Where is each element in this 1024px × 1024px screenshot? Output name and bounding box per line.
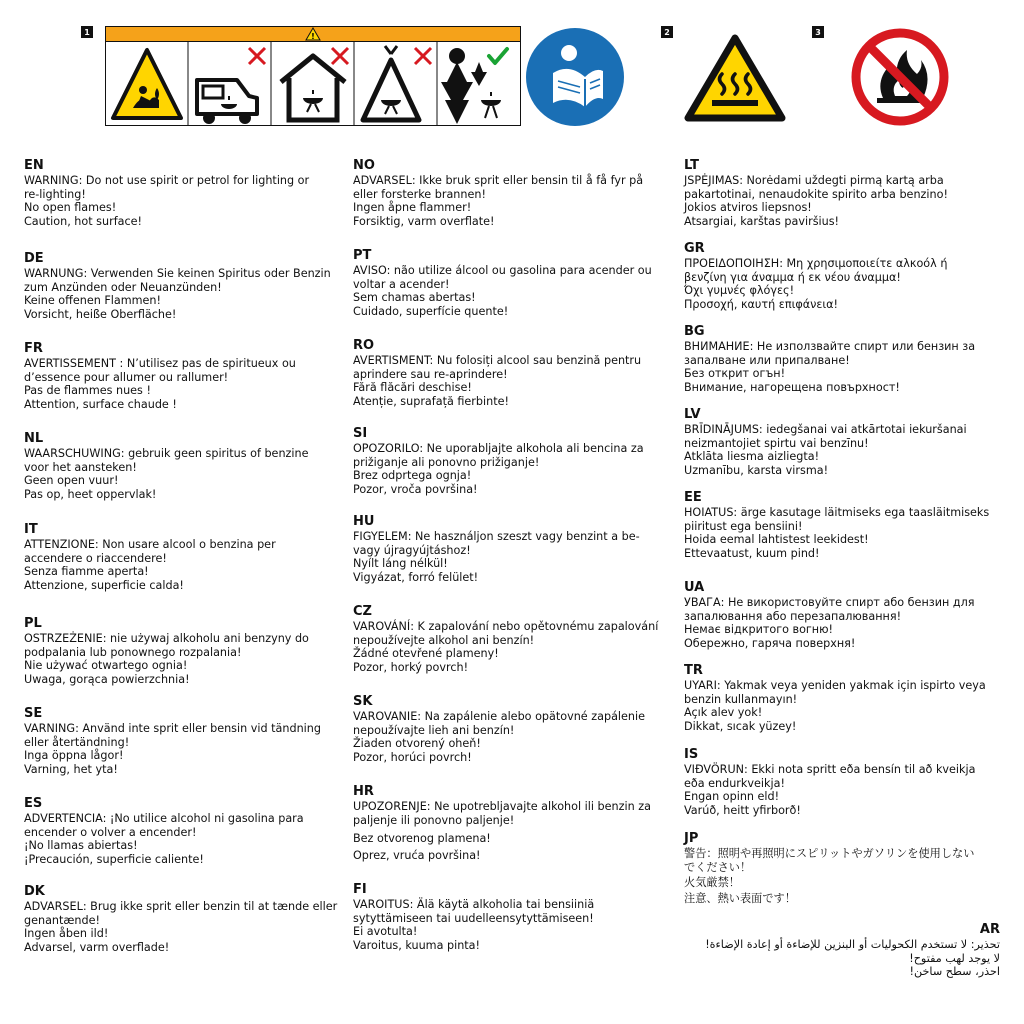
- lang-block-is: [684, 747, 1006, 831]
- warning-line: encender o volver a encender!: [24, 825, 197, 839]
- lang-code: LV: [684, 407, 701, 422]
- lang-block-tr: [684, 663, 1006, 747]
- svg-text:!: !: [311, 32, 315, 41]
- warning-line: re-lighting!: [24, 187, 86, 201]
- flame-line: Hoida eemal lahtistest leekidest!: [684, 533, 869, 547]
- warning-line: ADVERTENCIA: ¡No utilice alcohol ni gasolina para: [24, 812, 304, 825]
- lang-code: FI: [353, 882, 367, 897]
- hot-surface-line: Pozor, horúci povrch!: [353, 750, 472, 764]
- lang-block-fr: [24, 341, 346, 431]
- lang-block-dk: [24, 884, 346, 954]
- warning-line: BRĪDINĀJUMS: iedegšanai vai atkārtotai iekuršanai: [684, 423, 967, 436]
- lang-code: ES: [24, 796, 43, 811]
- hot-surface-line: Varning, het yta!: [24, 762, 118, 776]
- warning-line: JSPĖJIMAS: Norėdami uždegti pirmą kartą arba: [684, 174, 944, 187]
- warning-line: eller återtändning!: [24, 735, 130, 749]
- lang-block-it: [24, 522, 346, 616]
- lang-code: EE: [684, 490, 702, 505]
- languages-column-3: [684, 158, 1006, 905]
- lang-block-hr: [353, 784, 675, 882]
- lang-code: NL: [24, 431, 44, 446]
- flame-line: Без открит огън!: [684, 367, 786, 381]
- lang-code: UA: [684, 580, 705, 595]
- lang-code: CZ: [353, 604, 372, 619]
- warning-line: ВНИМАНИЕ: Не използвайте спирт или бензин за: [684, 340, 976, 353]
- warning-line: ADVARSEL: Brug ikke sprit eller benzin til at tænde eller: [24, 900, 338, 913]
- lang-code: EN: [24, 158, 44, 173]
- warning-line: OSTRZEŻENIE: nie używaj alkoholu ani benzyny do: [24, 632, 309, 645]
- warning-line: ATTENZIONE: Non usare alcool o benzina per: [24, 538, 276, 551]
- warning-line: VAROITUS: Älä käytä alkoholia tai bensiiniä: [353, 898, 595, 911]
- lang-block-en: [24, 158, 346, 251]
- flame-line: 火気厳禁！: [684, 876, 740, 890]
- flame-line: Ei avotulta!: [353, 925, 418, 939]
- flame-line: Nyílt láng nélkül!: [353, 557, 448, 571]
- warning-line: VAROVÁNÍ: K zapalování nebo opětovnému zapalování: [353, 620, 659, 633]
- flame-line: لا يوجد لهب مفتوح!: [909, 951, 1000, 965]
- lang-code: LT: [684, 158, 699, 173]
- hot-surface-line: ¡Precaución, superficie caliente!: [24, 852, 204, 866]
- lang-code: PL: [24, 616, 42, 631]
- warning-line: sytyttämiseen tai uudelleensytyttämiseen!: [353, 911, 594, 925]
- hot-surface-line: Dikkat, sıcak yüzey!: [684, 719, 797, 733]
- warning-line: でください！: [684, 860, 752, 874]
- warning-line: VAROVANIE: Na zapálenie alebo opätovné zapálenie: [353, 710, 646, 723]
- warning-line: ADVARSEL: Ikke bruk sprit eller bensin til å få fyr på: [353, 174, 644, 187]
- flame-line: Nie używać otwartego ognia!: [24, 659, 188, 673]
- warning-line: zum Anzünden oder Neuanzünden!: [24, 280, 222, 294]
- warning-line: eða endurkveikja!: [684, 776, 785, 790]
- hot-surface-line: Attenzione, superficie calda!: [24, 578, 184, 592]
- warning-line: WARNING: Do not use spirit or petrol for lighting or: [24, 174, 310, 187]
- lang-code: DE: [24, 251, 44, 266]
- warning-line: AVERTISMENT: Nu folosiți alcool sau benzină pentru: [353, 354, 642, 367]
- lang-code: SI: [353, 426, 368, 441]
- languages-column-1: [24, 158, 346, 954]
- warning-line: УВАГА: Не використовуйте спирт або бензин для: [684, 596, 975, 609]
- warning-line: VARNING: Använd inte sprit eller bensin vid tändning: [24, 722, 321, 735]
- warning-line: pakartotinai, nenaudokite spirito arba benzino!: [684, 187, 948, 201]
- warning-line: nepoužívajte lieh ani benzín!: [353, 723, 515, 737]
- read-manual-icon: [525, 27, 625, 127]
- flame-line: Geen open vuur!: [24, 474, 119, 488]
- hot-surface-line: Cuidado, superfície quente!: [353, 304, 509, 318]
- hot-surface-line: Forsiktig, varm overflate!: [353, 214, 495, 228]
- section-badge-1: 1: [81, 26, 93, 38]
- flame-line: Açık alev yok!: [684, 706, 763, 720]
- hot-surface-line: Vorsicht, heiße Oberfläche!: [24, 307, 177, 321]
- lang-code: SE: [24, 706, 43, 721]
- lang-block-sk: [353, 694, 675, 784]
- lang-code: BG: [684, 324, 705, 339]
- lang-code: NO: [353, 158, 375, 173]
- lang-block-cz: [353, 604, 675, 694]
- lang-code: HU: [353, 514, 375, 529]
- warning-line: voor het aansteken!: [24, 460, 137, 474]
- flame-line: Ingen åben ild!: [24, 927, 109, 941]
- warning-line: AVERTISSEMENT : N’utilisez pas de spiritueux ou: [24, 357, 296, 370]
- flame-line: Sem chamas abertas!: [353, 291, 476, 305]
- warning-line: prižiganje ali ponovno prižiganje!: [353, 455, 540, 469]
- lang-code: HR: [353, 784, 374, 799]
- lang-code: PT: [353, 248, 372, 263]
- flame-line: Pas de flammes nues !: [24, 384, 151, 398]
- hot-surface-line: Vigyázat, forró felület!: [353, 570, 479, 584]
- lang-code: IS: [684, 747, 699, 762]
- warning-line: piiritust ega bensiini!: [684, 519, 803, 533]
- hot-surface-line: Pozor, horký povrch!: [353, 660, 469, 674]
- warning-line: benzin kullanmayın!: [684, 692, 798, 706]
- warning-line: HOIATUS: ärge kasutage läitmiseks ega taasläitmiseks: [684, 506, 990, 519]
- lang-block-ar: [670, 922, 1000, 979]
- warning-line: paljenje ili ponovno paljenje!: [353, 813, 515, 827]
- no-open-flame-icon: [849, 26, 951, 128]
- lang-block-ua: [684, 580, 1006, 663]
- lang-code: DK: [24, 884, 45, 899]
- lang-code: SK: [353, 694, 373, 709]
- warning-line: UYARI: Yakmak veya yeniden yakmak için ispirto veya: [684, 679, 986, 692]
- lang-block-es: [24, 796, 346, 884]
- languages-column-2: [353, 158, 675, 952]
- warning-line: genantænde!: [24, 913, 100, 927]
- flame-line: ¡No llamas abiertas!: [24, 839, 138, 853]
- section-badge-2: 2: [661, 26, 673, 38]
- warning-line: AVISO: não utilize álcool ou gasolina para acender ou: [353, 264, 652, 277]
- lang-block-fi: [353, 882, 675, 952]
- flame-line: Немає відкритого вогню!: [684, 623, 834, 637]
- hot-surface-line: Varoitus, kuuma pinta!: [353, 938, 481, 952]
- warning-line: تحذير: لا تستخدم الكحوليات أو البنزين للإضاءة أو إعادة الإضاءة!: [705, 938, 1000, 951]
- lang-block-se: [24, 706, 346, 796]
- warning-line: d’essence pour allumer ou rallumer!: [24, 370, 229, 384]
- flame-line: Keine offenen Flammen!: [24, 294, 162, 308]
- hot-surface-line: Внимание, нагорещена повърхност!: [684, 380, 900, 394]
- hot-surface-line: Προσοχή, καυτή επιφάνεια!: [684, 297, 839, 311]
- warning-line: запалювання або перезапалювання!: [684, 609, 902, 623]
- hot-surface-line: Advarsel, varm overflade!: [24, 940, 170, 954]
- warning-line: VIÐVÖRUN: Ekki nota spritt eða bensín til að kveikja: [684, 763, 976, 776]
- lang-block-lt: [684, 158, 1006, 241]
- warning-line: nepoužívejte alkohol ani benzín!: [353, 633, 535, 647]
- lang-block-lv: [684, 407, 1006, 490]
- flame-line: Žiaden otvorený oheň!: [353, 737, 481, 751]
- warning-line: accendere o riaccendere!: [24, 551, 167, 565]
- hot-surface-line: Varúð, heitt yfirborð!: [684, 803, 801, 817]
- flame-line: Bez otvorenog plamena!: [353, 832, 491, 846]
- hot-surface-line: احذر، سطح ساخن!: [909, 965, 1000, 979]
- warning-line: neizmantojiet spirtu vai benzīnu!: [684, 436, 869, 450]
- hot-surface-line: Atenție, suprafață fierbinte!: [353, 394, 509, 408]
- hot-surface-line: Обережно, гаряча поверхня!: [684, 636, 856, 650]
- section-badge-3: 3: [812, 26, 824, 38]
- warning-line: voltar a acender!: [353, 277, 450, 291]
- lang-block-hu: [353, 514, 675, 604]
- flame-line: Όχι γυμνές φλόγες!: [684, 284, 795, 298]
- hot-surface-line: Pas op, heet oppervlak!: [24, 487, 157, 501]
- warning-line: 警告：照明や再照明にスピリットやガソリンを使用しない: [684, 847, 975, 860]
- hot-surface-line: Attention, surface chaude !: [24, 397, 177, 411]
- flame-line: Jokios atviros liepsnos!: [684, 201, 812, 215]
- lang-block-nl: [24, 431, 346, 522]
- lang-block-gr: [684, 241, 1006, 324]
- warning-line: OPOZORILO: Ne uporabljajte alkohola ali bencina za: [353, 442, 644, 455]
- flame-line: No open flames!: [24, 201, 117, 215]
- lang-block-pt: [353, 248, 675, 338]
- lang-code: JP: [684, 831, 699, 846]
- warning-line: запалване или припалване!: [684, 353, 850, 367]
- lang-code: AR: [979, 922, 1000, 937]
- hot-surface-icon: [684, 34, 786, 122]
- warning-line: vagy újragyújtáshoz!: [353, 543, 471, 557]
- flame-line: Engan opinn eld!: [684, 790, 780, 804]
- lang-code: GR: [684, 241, 705, 256]
- warning-pictogram-strip: [105, 26, 521, 126]
- warning-line: βενζίνη για άναμμα ή εκ νέου άναμμα!: [684, 270, 901, 284]
- hot-surface-line: 注意、熱い表面です！: [684, 891, 796, 905]
- flame-line: Ingen åpne flammer!: [353, 201, 472, 215]
- flame-line: Senza fiamme aperta!: [24, 565, 149, 579]
- lang-block-de: [24, 251, 346, 341]
- hot-surface-line: Uwaga, gorąca powierzchnia!: [24, 672, 190, 686]
- flame-line: Brez odprtega ognja!: [353, 469, 472, 483]
- lang-code: RO: [353, 338, 375, 353]
- hot-surface-line: Caution, hot surface!: [24, 214, 143, 228]
- hot-surface-line: Atsargiai, karštas paviršius!: [684, 214, 840, 228]
- warning-line: ΠΡΟΕΙΔΟΠΟΙΗΣΗ: Μη χρησιμοποιείτε αλκοόλ ή: [684, 257, 948, 270]
- lang-code: IT: [24, 522, 38, 537]
- hot-surface-line: Ettevaatust, kuum pind!: [684, 546, 820, 560]
- lang-code: TR: [684, 663, 703, 678]
- warning-line: FIGYELEM: Ne használjon szeszt vagy benzint a be-: [353, 530, 640, 543]
- lang-code: FR: [24, 341, 43, 356]
- lang-block-jp: [684, 831, 1006, 905]
- lang-block-bg: [684, 324, 1006, 407]
- lang-block-si: [353, 426, 675, 514]
- hot-surface-line: Uzmanību, karsta virsma!: [684, 463, 829, 477]
- hot-surface-line: Oprez, vruća površina!: [353, 848, 481, 862]
- lang-block-pl: [24, 616, 346, 706]
- flame-line: Fără flăcări deschise!: [353, 381, 472, 395]
- warning-line: WARNUNG: Verwenden Sie keinen Spiritus oder Benzin: [24, 267, 331, 280]
- hot-surface-line: Pozor, vroča površina!: [353, 482, 478, 496]
- lang-block-ee: [684, 490, 1006, 580]
- lang-block-ro: [353, 338, 675, 426]
- flame-line: Inga öppna lågor!: [24, 749, 124, 763]
- warning-line: aprindere sau re-aprindere!: [353, 367, 508, 381]
- lang-block-no: [353, 158, 675, 248]
- warning-line: UPOZORENJE: Ne upotrebljavajte alkohol ili benzin za: [353, 800, 651, 813]
- warning-line: podpalania lub ponownego rozpalania!: [24, 645, 242, 659]
- flame-line: Atklāta liesma aizliegta!: [684, 450, 820, 464]
- warning-line: WAARSCHUWING: gebruik geen spiritus of benzine: [24, 447, 309, 460]
- flame-line: Žádné otevřené plameny!: [353, 647, 499, 661]
- warning-line: eller forsterke brannen!: [353, 187, 486, 201]
